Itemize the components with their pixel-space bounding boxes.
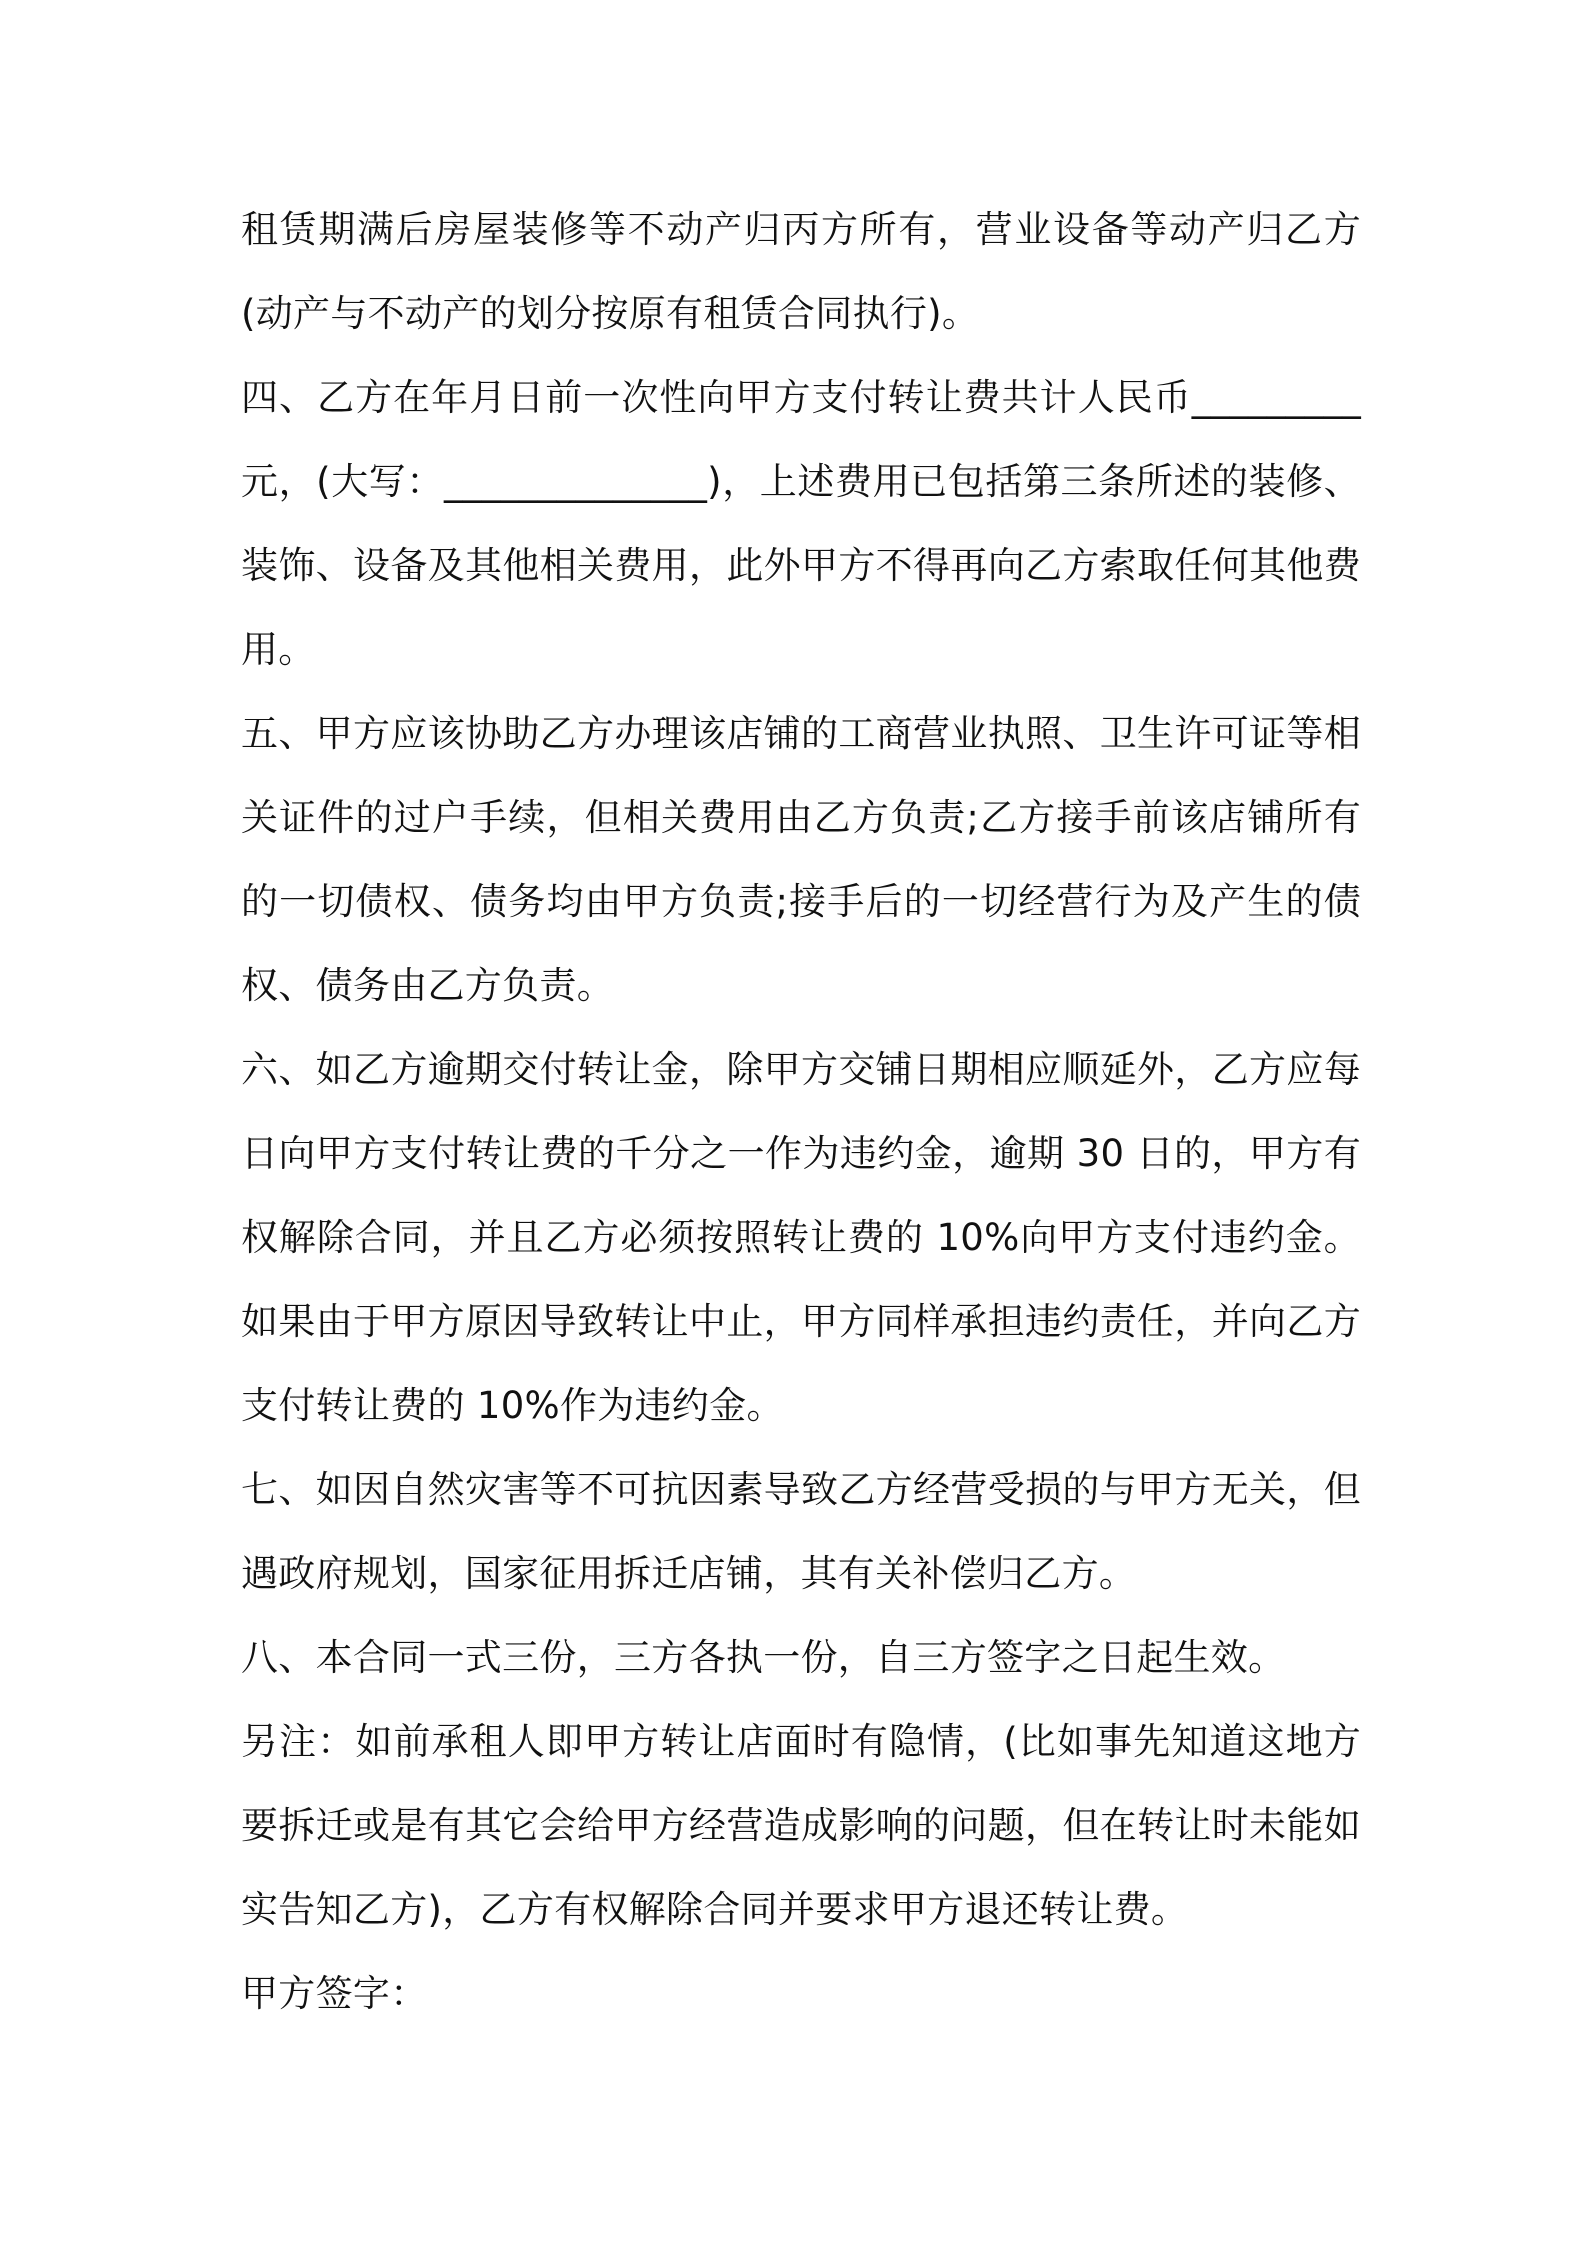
text-line: 如果由于甲方原因导致转让中止，甲方同样承担违约责任，并向乙方 [241, 1300, 1361, 1343]
text-line: 八、本合同一式三份，三方各执一份，自三方签字之日起生效。 [241, 1636, 1286, 1679]
text-line: 装饰、设备及其他相关费用，此外甲方不得再向乙方索取任何其他费 [241, 544, 1361, 587]
text-line: 权解除合同，并且乙方必须按照转让费的 10%向甲方支付违约金。 [241, 1216, 1361, 1259]
text-line: 六、如乙方逾期交付转让金，除甲方交铺日期相应顺延外，乙方应每 [241, 1048, 1361, 1091]
text-line: 权、债务由乙方负责。 [241, 964, 614, 1007]
text-line: 遇政府规划，国家征用拆迁店铺，其有关补偿归乙方。 [241, 1552, 1137, 1595]
text-line: 五、甲方应该协助乙方办理该店铺的工商营业执照、卫生许可证等相 [241, 712, 1361, 755]
text-line: 的一切债权、债务均由甲方负责;接手后的一切经营行为及产生的债 [241, 880, 1361, 923]
text-line: (动产与不动产的划分按原有租赁合同执行)。 [241, 292, 980, 335]
text-line: 关证件的过户手续，但相关费用由乙方负责;乙方接手前该店铺所有 [241, 796, 1361, 839]
text-line: 日向甲方支付转让费的千分之一作为违约金，逾期 30 日的，甲方有 [241, 1132, 1361, 1175]
text-line: 实告知乙方)，乙方有权解除合同并要求甲方退还转让费。 [241, 1888, 1189, 1931]
signature-label: 甲方签字： [241, 1972, 428, 2015]
text-line: 元，(大写：______________)，上述费用已包括第三条所述的装修、 [241, 460, 1361, 503]
text-line: 四、乙方在年月日前一次性向甲方支付转让费共计人民币_________ [241, 376, 1361, 419]
text-line: 租赁期满后房屋装修等不动产归丙方所有，营业设备等动产归乙方 [241, 208, 1361, 251]
text-line: 另注：如前承租人即甲方转让店面时有隐情，(比如事先知道这地方 [241, 1720, 1361, 1763]
text-line: 支付转让费的 10%作为违约金。 [241, 1384, 784, 1427]
text-line: 七、如因自然灾害等不可抗因素导致乙方经营受损的与甲方无关，但 [241, 1468, 1361, 1511]
text-line: 要拆迁或是有其它会给甲方经营造成影响的问题，但在转让时未能如 [241, 1804, 1361, 1847]
text-line: 用。 [241, 628, 316, 671]
